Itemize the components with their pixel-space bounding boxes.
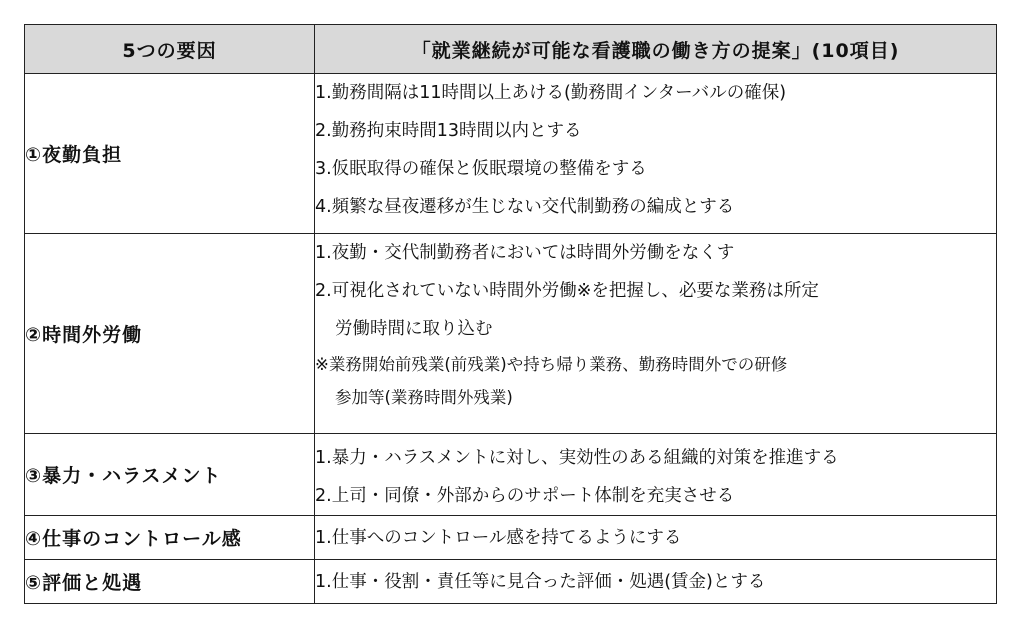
proposal-item: 1.夜勤・交代制勤務者においては時間外労働をなくす — [315, 243, 735, 263]
proposal-item: 1.仕事・役割・責任等に見合った評価・処遇(賃金)とする — [315, 571, 766, 592]
proposal-item: 1.勤務間隔は11時間以上あける(勤務間インターバルの確保) — [315, 83, 787, 103]
proposal-item: 4.頻繁な昼夜遷移が生じない交代制勤務の編成とする — [315, 197, 735, 217]
proposal-item: 2.勤務拘束時間13時間以内とする — [315, 121, 582, 141]
table-row — [25, 560, 997, 604]
proposal-item-continuation: 労働時間に取り込む — [335, 319, 493, 339]
table-row — [25, 434, 997, 516]
factor-cell: ③暴力・ハラスメント — [25, 434, 315, 516]
proposals-cell — [315, 560, 997, 604]
proposals-cell — [315, 516, 997, 560]
factors-proposals-table — [24, 24, 997, 604]
header-proposals: 「就業継続が可能な看護職の働き方の提案」(10項目) — [315, 25, 997, 74]
factor-cell: ④仕事のコントロール感 — [25, 516, 315, 560]
table-header-row — [25, 25, 997, 74]
proposal-item: 3.仮眠取得の確保と仮眠環境の整備をする — [315, 159, 647, 179]
proposal-item: 1.暴力・ハラスメントに対し、実効性のある組織的対策を推進する — [315, 448, 839, 468]
header-factors: 5つの要因 — [25, 25, 315, 74]
footnote: ※業務開始前残業(前残業)や持ち帰り業務、勤務時間外での研修 — [315, 355, 788, 374]
proposal-item: 2.可視化されていない時間外労働※を把握し、必要な業務は所定 — [315, 281, 819, 301]
proposals-cell — [315, 234, 997, 434]
factor-cell: ①夜勤負担 — [25, 74, 315, 234]
table-row — [25, 74, 997, 234]
table-row — [25, 234, 997, 434]
factor-cell: ⑤評価と処遇 — [25, 560, 315, 604]
table-row — [25, 516, 997, 560]
proposal-item: 1.仕事へのコントロール感を持てるようにする — [315, 527, 682, 548]
proposals-cell — [315, 74, 997, 234]
footnote-continuation: 参加等(業務時間外残業) — [335, 388, 513, 407]
proposals-cell — [315, 434, 997, 516]
factor-cell: ②時間外労働 — [25, 234, 315, 434]
proposal-item: 2.上司・同僚・外部からのサポート体制を充実させる — [315, 486, 735, 506]
